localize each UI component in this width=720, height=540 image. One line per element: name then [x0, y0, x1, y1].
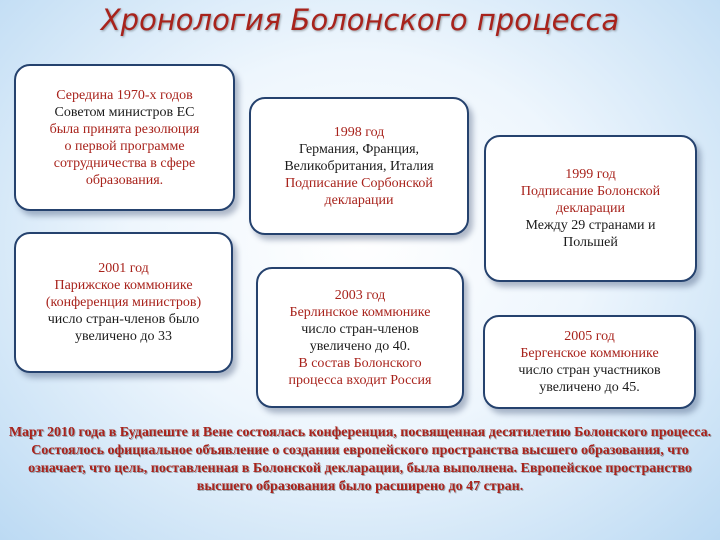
box-2003-line-4: увеличено до 40. — [309, 338, 411, 354]
timeline-box-1998 — [249, 97, 469, 235]
box-1998-line-3: Великобритания, Италия — [284, 158, 434, 174]
box-2005-line-3: число стран участников — [518, 363, 661, 378]
box-2003-year: 2003 год — [334, 287, 386, 303]
box-1999-line-2: Подписание Болонской — [520, 184, 661, 199]
box-2005-year: 2005 год — [564, 329, 615, 344]
box-2001-line-2: Парижское коммюнике — [54, 278, 193, 293]
page-title: Хронология Болонского процесса — [100, 3, 620, 37]
timeline-box-1999 — [484, 135, 697, 282]
box-2005-line-2: Бергенское коммюнике — [520, 346, 659, 361]
box-1970s-line-6: образования. — [85, 172, 164, 188]
box-1998-line-5: декларации — [324, 192, 394, 208]
box-1970s-line-2: Советом министров ЕС — [54, 104, 195, 120]
box-2005-line-4: увеличено до 45. — [539, 380, 640, 395]
box-1998-year: 1998 год — [333, 124, 385, 140]
box-2001-line-3: (конференция министров) — [45, 295, 202, 310]
box-1998-line-2: Германия, Франция, — [298, 141, 420, 157]
timeline-box-2003 — [256, 267, 464, 408]
box-1999-line-3: декларации — [555, 201, 626, 216]
box-1999-line-4: Между 29 странами и — [525, 218, 656, 233]
box-2003-line-3: число стран-членов — [301, 321, 419, 337]
box-2003-line-6: процесса входит Россия — [288, 372, 432, 388]
timeline-box-2005 — [483, 315, 696, 409]
timeline-box-1970s — [14, 64, 235, 211]
box-1999-line-5: Польшей — [563, 235, 618, 250]
box-2001-line-5: увеличено до 33 — [74, 329, 173, 344]
box-1970s-line-3: была принята резолюция — [49, 121, 200, 137]
timeline-box-2001 — [14, 232, 233, 373]
box-1970s-line-5: сотрудничества в сфере — [53, 155, 196, 171]
box-2001-line-4: число стран-членов было — [47, 312, 200, 327]
box-2003-line-2: Берлинское коммюнике — [289, 304, 431, 320]
box-1999-year: 1999 год — [565, 167, 616, 182]
box-2003-line-5: В состав Болонского — [298, 355, 422, 371]
summary-text: Март 2010 года в Будапеште и Вене состоялась конференция, посвященная десятилетию Болонского процесса. Состоялось официальное объявление о создании европейского пространства высшего образования, что означает, что цель, поставленная в Болонской декларации, была выполнена. Европейское пространство высшего образования было расширено до 47 стран. — [8, 425, 712, 494]
box-1970s-line-1: Середина 1970-х годов — [56, 87, 193, 103]
box-2001-year: 2001 год — [98, 261, 149, 276]
box-1998-line-4: Подписание Сорбонской — [285, 175, 433, 191]
box-1970s-line-4: о первой программе — [64, 138, 185, 154]
